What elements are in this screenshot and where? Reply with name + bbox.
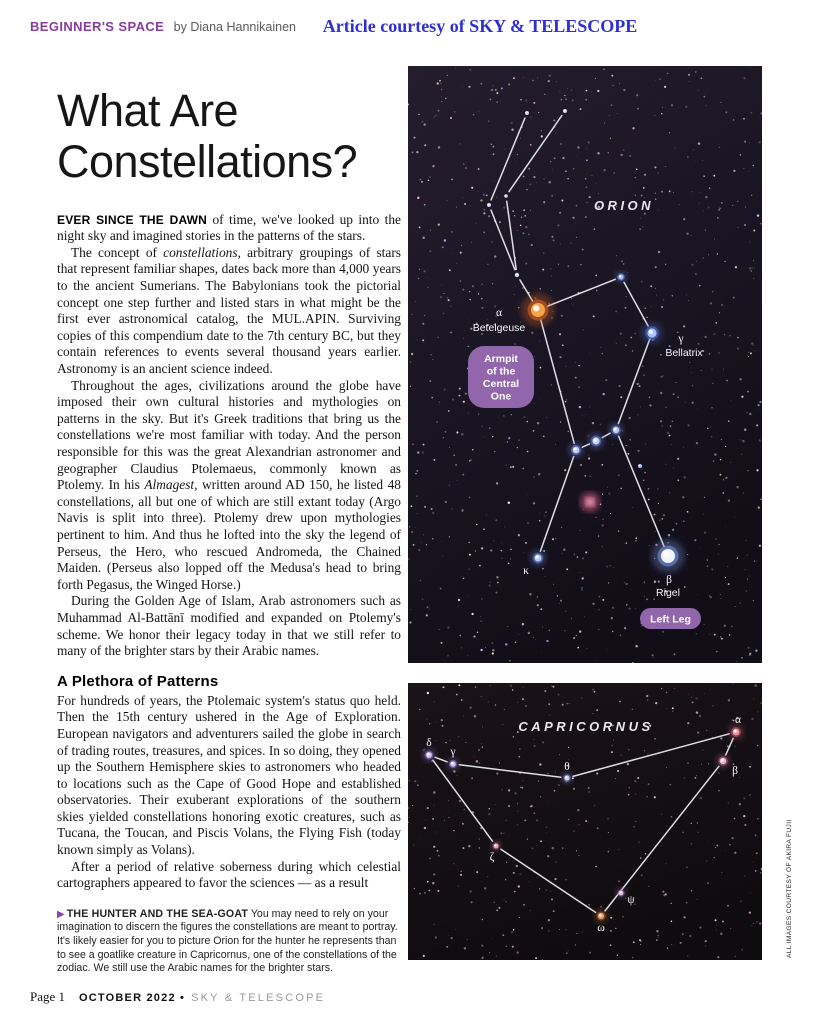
title-line-1: What Are (57, 85, 239, 136)
body-paragraph (57, 245, 401, 378)
star-label: κ (523, 565, 529, 577)
text-run: The concept of (71, 244, 164, 260)
text-run: After a period of relative soberness during which celestial cartographers appeared to favor the sciences — as a result (57, 858, 401, 891)
lead-rest: of time, we've looked up into the night sky and imagined stories in the patterns of the stars. (57, 211, 401, 244)
article-title (57, 86, 401, 188)
page-footer (30, 988, 530, 1006)
star-label: β (732, 765, 738, 777)
caption-arrow-icon: ▶ (57, 908, 65, 920)
text-run: , written around AD 150, he listed 48 constellations, all but one of which are still extant today (Argo Navis is split into three). Ptolemy drew upon mythologies pertinent to him. And thus he lofted into the sky the legend of Perseus, the Hero, who rescued Andromeda, the Chained Maiden. (Perseus also lopped off the Medusa's head to bring forth Pegasus, the Winged Horse.) (57, 477, 401, 592)
star-label: Rigel (656, 587, 680, 599)
caption-title: THE HUNTER AND THE SEA-GOAT (66, 907, 249, 920)
body-paragraph (57, 693, 401, 859)
italic-run: Almagest (144, 477, 195, 493)
caption-body: You may need to rely on your imagination to discern the figures the constellations are meant to portray. It's likely easier for you to picture Orion for the hunter he represents than to see a goatlike creature in Capricornus, one of the constellations of the zodiac. We still use the Arabic names for the brighter stars. (57, 907, 398, 975)
star-label: δ (426, 737, 432, 749)
star-label: ψ (627, 894, 635, 906)
star-label: Betelgeuse (472, 322, 526, 334)
section-kicker: BEGINNER'S SPACE (30, 19, 165, 34)
badge-label: Left Leg (650, 613, 691, 626)
body-paragraph (57, 859, 401, 892)
body-paragraph (57, 378, 401, 594)
star-label: γ (678, 333, 684, 345)
body-paragraph (57, 593, 401, 659)
photo-credit: ALL IMAGES COURTESY OF AKIRA FUJII (786, 819, 793, 958)
star-label: β (666, 574, 672, 586)
orion-title-label: ORION (593, 198, 655, 213)
badge-label: One (490, 390, 512, 403)
star-label: θ (564, 761, 570, 773)
lead-paragraph (57, 212, 401, 245)
title-line-2: Constellations? (57, 135, 358, 187)
photo-caption (57, 908, 401, 976)
page-header (30, 18, 787, 42)
courtesy-note: Article courtesy of SKY & TELESCOPE (322, 16, 638, 36)
text-run: During the Golden Age of Islam, Arab astronomers such as Muhammad Al-Battānī modified and expanded on Ptolemy's scheme. We honor their legacy today in that we still refer to many of the brighter stars by their Arabic names. (57, 593, 401, 659)
star-label: α (734, 714, 742, 726)
star-label: Bellatrix (665, 347, 703, 359)
text-run: Throughout the ages, civilizations around the globe have imposed their own cultural histories and mythologies on patterns in the sky. But it's Greek traditions that bring us the constellations we're most familiar with today. And the person responsible for this was the great Alexandrian astronomer and geographer Claudius Ptolemaeus, commonly known as Ptolemy. In his (57, 377, 401, 493)
section-heading: A Plethora of Patterns (57, 672, 219, 690)
star-label: γ (450, 746, 456, 758)
italic-run: constellations (163, 244, 238, 260)
star-label: ζ (489, 851, 495, 863)
byline: by Diana Hannikainen (173, 20, 296, 34)
text-run: , arbitrary groupings of stars that represent familiar shapes, dates back more than 4,000 years to the ancient Sumerians. The Babylonians took the pictorial concept one step further and listed stars in what might be the first ever astronomical catalog, the MUL.APIN. Surviving copies of this compendium date to the 7th century BC, but they contain references to events several thousand years earlier. Astronomy is an ancient science indeed. (57, 244, 401, 377)
badge-label: of the (486, 365, 516, 378)
footer-issue: OCTOBER 2022 • (79, 992, 186, 1004)
star-label: ω (597, 922, 605, 934)
badge-label: Central (482, 378, 520, 391)
text-run: For hundreds of years, the Ptolemaic system's status quo held. Then the 15th century ushered in the Age of Exploration. European navigators and adventurers sailed the globe in search of trading routes, treasures, and spices. In so doing, they opened up the Southern Hemisphere skies to astronomers who headed to locations such as the Cape of Good Hope and established observatories. Their exuberant explorations of the southern skies yielded constellations honoring exotic creatures, such as Tucana, the Toucan, and Piscis Volans, the Flying Fish (today known simply as Volans). (57, 692, 401, 858)
orion-constellation-photo (408, 66, 762, 663)
badge-label: Armpit (484, 353, 518, 366)
article-column (57, 86, 401, 986)
capricornus-title-label: CAPRICORNUS (518, 719, 654, 734)
capricornus-constellation-photo (408, 683, 762, 960)
lead-in-phrase: EVER SINCE THE DAWN (57, 212, 208, 227)
footer-brand: SKY & TELESCOPE (191, 992, 326, 1004)
star-label: α (495, 307, 503, 319)
footer-page-number: Page 1 (30, 989, 66, 1004)
